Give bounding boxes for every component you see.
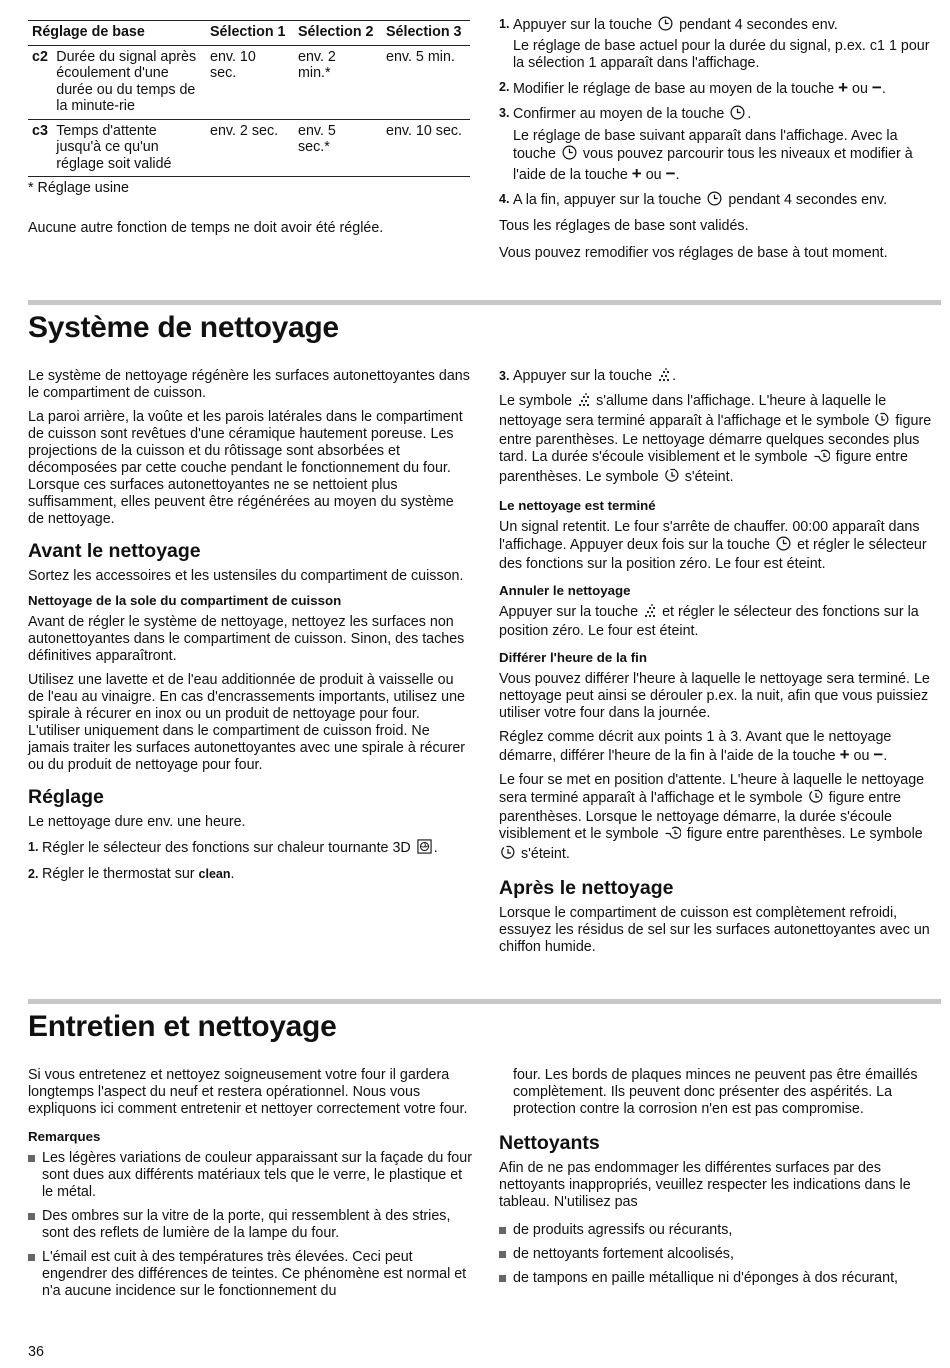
list-item — [499, 1270, 941, 1287]
table-cell: env. 2 sec. — [206, 119, 294, 177]
table-header: Sélection 1 — [206, 21, 294, 46]
steps-list — [499, 16, 941, 211]
text: figure entre parenthèses. Le symbole — [686, 826, 923, 842]
list-item — [499, 1246, 941, 1263]
paragraph — [499, 729, 941, 765]
duration-icon — [814, 449, 830, 468]
remarks-list — [28, 1150, 472, 1300]
list-item-text: Les légères variations de couleur apparaissant sur la façade du four sont dues aux différents matériaux tels que le verre, le plastique et le métal. — [42, 1150, 472, 1200]
text: Le symbole — [499, 393, 573, 409]
text: figure entre parenthèses. Lorsque le nettoyage démarre, la durée s'écoule visiblement et le symbole — [499, 790, 901, 842]
table-row — [28, 119, 470, 177]
text: s'allume dans l'affichage. L'heure à laquelle le nettoyage sera terminé apparaît à l'affichage et le symbole — [499, 393, 887, 429]
step-text: Appuyer sur la touche — [513, 17, 653, 33]
step-text: A la fin, appuyer sur la touche — [513, 192, 702, 208]
text: Réglez comme décrit aux points 1 à 3. Avant que le nettoyage démarre, différer l'heure de la fin à l'aide de la touche — [499, 729, 892, 764]
settings-modify-text: Vous pouvez remodifier vos réglages de base à tout moment. — [499, 245, 888, 261]
cleaners-list — [499, 1222, 941, 1287]
list-item-text: de nettoyants fortement alcoolisés, — [513, 1246, 734, 1262]
duration-icon — [665, 826, 681, 845]
step-text: . — [881, 81, 886, 97]
step-item — [28, 866, 472, 883]
list-item — [28, 1208, 472, 1242]
step-number: 1. — [499, 17, 510, 31]
end-time-icon — [501, 845, 515, 865]
steps-list — [28, 839, 472, 883]
minus-key: − — [665, 164, 676, 183]
text: figure entre parenthèses. Le symbole — [499, 449, 908, 485]
table-cell-code: c3 — [28, 119, 52, 177]
table-header: Sélection 3 — [382, 21, 470, 46]
or-text: ou — [852, 81, 868, 97]
settings-table-block — [28, 20, 470, 244]
subsection-title: Avant le nettoyage — [28, 540, 201, 562]
plus-key: + — [839, 745, 850, 764]
paragraph: Vous pouvez différer l'heure à laquelle le nettoyage sera terminé. Le nettoyage peut ainsi se dérouler p.ex. la nuit, afin que vous puissiez utiliser votre four dans la journée. — [499, 671, 930, 721]
bullet-icon — [499, 1227, 506, 1234]
table-cell: env. 10 sec. — [206, 45, 294, 119]
step-detail: Le réglage de base actuel pour la durée du signal, p.ex. c1 1 pour la sélection 1 apparaît dans l'affichage. — [513, 38, 930, 71]
text: s'éteint. — [684, 469, 734, 485]
step-number: 2. — [499, 80, 510, 94]
table-cell: env. 5 min. — [382, 45, 470, 119]
hot-air-3d-icon — [417, 839, 432, 859]
end-time-icon — [809, 789, 823, 809]
paragraph: Sortez les accessoires et les ustensiles du compartiment de cuisson. — [28, 568, 464, 584]
step-text: . — [747, 106, 752, 122]
section-divider — [28, 300, 941, 305]
bullet-icon — [499, 1275, 506, 1282]
basic-settings-table — [28, 20, 470, 177]
subheading: Remarques — [28, 1129, 101, 1144]
bullet-icon — [28, 1213, 35, 1220]
page-number: 36 — [28, 1344, 44, 1360]
table-cell-code: c2 — [28, 45, 52, 119]
step-item — [28, 839, 472, 859]
table-cell: env. 2 min.* — [294, 45, 382, 119]
basic-settings-steps — [499, 16, 941, 269]
text: . — [883, 748, 888, 764]
step-text: Régler le sélecteur des fonctions sur chaleur tournante 3D — [42, 840, 411, 856]
step-text: Régler le thermostat sur — [42, 866, 195, 882]
step-text: . — [230, 866, 235, 882]
list-item — [499, 1222, 941, 1239]
step-text: pendant 4 secondes env. — [679, 17, 838, 33]
step-text: Modifier le réglage de base au moyen de la touche — [513, 81, 835, 97]
step-text: . — [672, 368, 677, 384]
section-title: Système de nettoyage — [28, 311, 339, 344]
subheading: Le nettoyage est terminé — [499, 498, 656, 513]
paragraph — [499, 519, 941, 573]
step-number: 2. — [28, 867, 39, 881]
settings-valid-text: Tous les réglages de base sont validés. — [499, 218, 749, 234]
end-time-icon — [665, 468, 679, 488]
step-detail-text: Le réglage de base suivant apparaît dans l'affichage. Avec la touche — [513, 128, 898, 162]
subheading: Annuler le nettoyage — [499, 583, 631, 598]
or-text: ou — [853, 748, 870, 764]
timer-note: Aucune autre fonction de temps ne doit avoir été réglée. — [28, 220, 384, 236]
step-text: Confirmer au moyen de la touche — [513, 106, 725, 122]
step-item — [499, 105, 941, 184]
paragraph — [499, 393, 941, 488]
clock-icon — [562, 145, 577, 165]
text: Un signal retentit. Le four s'arrête de chauffer. 00:00 apparaît dans l'affichage. Appuyer deux fois sur la touche — [499, 519, 920, 553]
subsection-title: Nettoyants — [499, 1132, 600, 1154]
cleaning-symbol-icon — [578, 393, 590, 412]
step-number: 3. — [499, 369, 510, 383]
paragraph — [499, 772, 941, 865]
step-detail — [513, 128, 941, 184]
minus-key: − — [873, 745, 884, 764]
section-divider — [28, 999, 941, 1004]
bullet-icon — [499, 1251, 506, 1258]
step-item — [499, 16, 941, 72]
paragraph: Utilisez une lavette et de l'eau additionnée de produit à vaisselle ou de l'eau au vinaigre. En cas d'encrassements importants, utilisez une spirale à récurer en inox ou un produit de nettoyage pour four. L'utiliser uniquement dans le compartiment de cuisson froid. Ne jamais traiter les surfaces autonettoyantes avec une spirale à récurer ou du produit de nettoyage pour four. — [28, 672, 466, 773]
clock-icon — [658, 16, 673, 36]
paragraph: Afin de ne pas endommager les différentes surfaces par des nettoyants inappropriés, veuillez respecter les indications dans le tableau. N'utilisez pas — [499, 1160, 911, 1210]
step-detail-text: . — [675, 167, 680, 183]
table-cell-label: Temps d'attente jusqu'à ce qu'un réglage soit validé — [52, 119, 206, 177]
text: Appuyer sur la touche — [499, 604, 639, 620]
step-number: 3. — [499, 106, 510, 120]
clock-icon — [707, 191, 722, 211]
table-header: Réglage de base — [28, 21, 206, 46]
section-title: Entretien et nettoyage — [28, 1010, 337, 1043]
table-cell-label: Durée du signal après écoulement d'une durée ou du temps de la minute-rie — [52, 45, 206, 119]
step-text: Appuyer sur la touche — [513, 368, 653, 384]
text: et régler le sélecteur des fonctions sur la position zéro. Le four est éteint. — [499, 537, 927, 572]
or-text: ou — [645, 167, 662, 183]
paragraph — [499, 604, 941, 640]
step-item — [499, 191, 941, 211]
cleaning-symbol-icon — [658, 368, 670, 387]
table-row — [28, 45, 470, 119]
subsection-title: Après le nettoyage — [499, 877, 674, 899]
cleaning-symbol-icon — [644, 604, 656, 623]
clock-icon — [730, 105, 745, 125]
paragraph: four. Les bords de plaques minces ne peuvent pas être émaillés complètement. Ils peuvent donc présenter des aspérités. La protection contre la corrosion n'en est pas compromise. — [513, 1067, 918, 1117]
clean-setting: clean — [198, 867, 231, 881]
text: et régler le sélecteur des fonctions sur la position zéro. Le four est éteint. — [499, 604, 919, 639]
plus-key: + — [838, 78, 849, 97]
step-text: pendant 4 secondes env. — [728, 192, 888, 208]
step-item — [499, 368, 941, 387]
table-header-row — [28, 21, 470, 46]
list-item-text: L'émail est cuit à des températures très élevées. Ceci peut engendrer des différences de teintes. Ce phénomène est normal et n'a aucune incidence sur le fonctionnement du — [42, 1249, 467, 1299]
minus-key: − — [871, 78, 882, 97]
subheading: Nettoyage de la sole du compartiment de cuisson — [28, 593, 342, 608]
table-cell: env. 10 sec. — [382, 119, 470, 177]
list-item-text: de tampons en paille métallique ni d'éponges à dos récurant, — [513, 1270, 899, 1286]
step-text: . — [433, 840, 438, 856]
step-detail-text: vous pouvez parcourir tous les niveaux et modifier à l'aide de la touche — [513, 146, 913, 183]
paragraph: Avant de régler le système de nettoyage, nettoyez les surfaces non autonettoyantes dans le compartiment de cuisson. Sinon, des taches définitives apparaîtront. — [28, 614, 465, 664]
step-item — [499, 79, 941, 98]
paragraph: Le système de nettoyage régénère les surfaces autonettoyantes dans le compartiment de cuisson. — [28, 368, 470, 401]
list-item — [28, 1249, 472, 1300]
table-footnote: * Réglage usine — [28, 180, 129, 196]
text: Le four se met en position d'attente. L'heure à laquelle le nettoyage sera terminé apparaît à l'affichage et le symbole — [499, 772, 925, 806]
cleaning-left-column — [28, 368, 472, 890]
text: figure entre parenthèses. Le nettoyage démarre quelques secondes plus tard. La durée s'écoule visiblement et le symbole — [499, 413, 932, 465]
plus-key: + — [631, 164, 642, 183]
paragraph: Le nettoyage dure env. une heure. — [28, 814, 246, 830]
subsection-title: Réglage — [28, 786, 104, 808]
paragraph: Lorsque le compartiment de cuisson est complètement refroidi, essuyez les résidus de sel sur les surfaces autonettoyantes avec un chiffon humide. — [499, 905, 930, 955]
cleaning-right-column — [499, 368, 941, 963]
table-cell: env. 5 sec.* — [294, 119, 382, 177]
subheading: Différer l'heure de la fin — [499, 650, 647, 665]
text: s'éteint. — [520, 846, 570, 862]
list-item — [28, 1150, 472, 1201]
table-header: Sélection 2 — [294, 21, 382, 46]
clock-icon — [776, 536, 791, 556]
step-number: 1. — [28, 840, 39, 854]
list-item-text: Des ombres sur la vitre de la porte, qui ressemblent à des stries, sont des reflets de lumière de la lampe du four. — [42, 1208, 451, 1241]
steps-list — [499, 368, 941, 387]
paragraph: Si vous entretenez et nettoyez soigneusement votre four il gardera longtemps l'aspect du neuf et restera opérationnel. Nous vous expliquons ici comment entretenir et nettoyer correctement votre four. — [28, 1067, 468, 1117]
bullet-icon — [28, 1254, 35, 1261]
maintenance-right-column — [499, 1067, 941, 1294]
maintenance-left-column — [28, 1067, 472, 1307]
bullet-icon — [28, 1155, 35, 1162]
step-number: 4. — [499, 192, 510, 206]
list-item-text: de produits agressifs ou récurants, — [513, 1222, 733, 1238]
end-time-icon — [875, 412, 889, 432]
paragraph: La paroi arrière, la voûte et les parois latérales dans le compartiment de cuisson sont revêtues d'une céramique hautement poreuse. Les projections de la cuisson et du rôtissage sont absorbées et décomposées par cette couche pendant le fonctionnement du four. Lorsque ces surfaces autonettoyantes ne se nettoient plus suffisamment, elles peuvent être régénérées au moyen du système de nettoyage. — [28, 409, 463, 527]
